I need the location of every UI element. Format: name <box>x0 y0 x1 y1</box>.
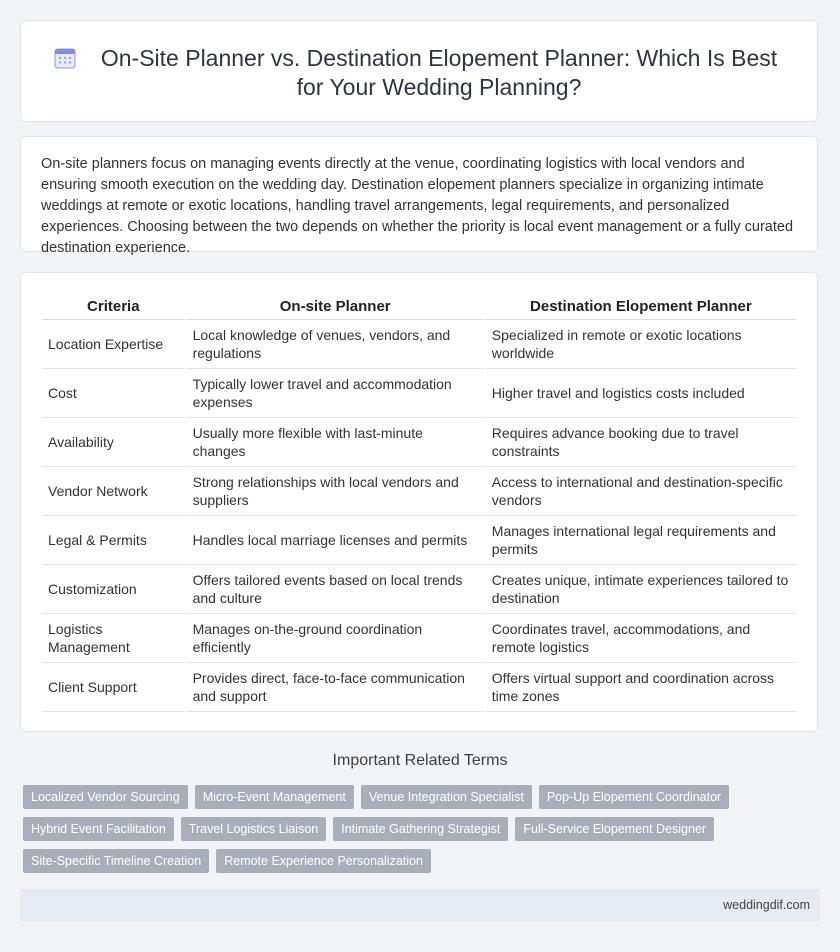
header-criteria: Criteria <box>42 297 186 320</box>
footer-site-link[interactable]: weddingdif.com <box>723 898 810 912</box>
cell-criteria: Legal & Permits <box>42 516 186 565</box>
cell-destination: Offers virtual support and coordination across time zones <box>485 663 797 712</box>
table-row <box>42 663 797 712</box>
table-row <box>42 418 797 467</box>
cell-destination: Requires advance booking due to travel constraints <box>485 418 797 467</box>
related-term-tag[interactable]: Hybrid Event Facilitation <box>23 817 174 841</box>
cell-criteria: Client Support <box>42 663 186 712</box>
cell-criteria: Vendor Network <box>42 467 186 516</box>
cell-on-site: Usually more flexible with last-minute changes <box>186 418 485 467</box>
header-destination-elopement-planner: Destination Elopement Planner <box>485 297 797 320</box>
footer-bar <box>20 889 820 921</box>
related-term-tag[interactable]: Localized Vendor Sourcing <box>23 785 188 809</box>
cell-on-site: Manages on-the-ground coordination efficiently <box>186 614 485 663</box>
intro-paragraph: On-site planners focus on managing events directly at the venue, coordinating logistics with local vendors and ensuring smooth execution on the wedding day. Destination elopement planners specialize in organizing intimate weddings at remote or exotic locations, handling travel arrangements, legal requirements, and personalized experiences. Choosing between the two depends on whether the priority is local event management or a fully curated destination experience. <box>41 156 794 256</box>
related-term-tag[interactable]: Travel Logistics Liaison <box>181 817 326 841</box>
cell-on-site: Strong relationships with local vendors and suppliers <box>186 467 485 516</box>
cell-destination: Coordinates travel, accommodations, and remote logistics <box>485 614 797 663</box>
table-row <box>42 516 797 565</box>
comparison-table <box>42 297 798 712</box>
cell-criteria: Customization <box>42 565 186 614</box>
related-term-tag[interactable]: Pop-Up Elopement Coordinator <box>539 785 729 809</box>
title-card <box>20 20 818 122</box>
cell-criteria: Location Expertise <box>42 320 186 369</box>
cell-destination: Manages international legal requirements and permits <box>485 516 797 565</box>
related-term-tag[interactable]: Site-Specific Timeline Creation <box>23 849 209 873</box>
comparison-table-card <box>20 272 818 732</box>
related-term-tag[interactable]: Micro-Event Management <box>195 785 354 809</box>
cell-on-site: Typically lower travel and accommodation expenses <box>186 369 485 418</box>
related-terms-heading: Important Related Terms <box>332 752 508 769</box>
page-title: On-Site Planner vs. Destination Elopement Planner: Which Is Best for Your Wedding Planning? <box>100 45 778 100</box>
related-term-tag[interactable]: Intimate Gathering Strategist <box>333 817 508 841</box>
cell-destination: Access to international and destination-specific vendors <box>485 467 797 516</box>
cell-destination: Creates unique, intimate experiences tailored to destination <box>485 565 797 614</box>
cell-criteria: Availability <box>42 418 186 467</box>
cell-destination: Higher travel and logistics costs included <box>485 369 797 418</box>
cell-criteria: Logistics Management <box>42 614 186 663</box>
related-term-tag[interactable]: Remote Experience Personalization <box>216 849 431 873</box>
cell-on-site: Local knowledge of venues, vendors, and regulations <box>186 320 485 369</box>
intro-card <box>20 136 818 256</box>
related-term-tag[interactable]: Venue Integration Specialist <box>361 785 532 809</box>
cell-criteria: Cost <box>42 369 186 418</box>
related-terms-list <box>23 785 783 881</box>
cell-on-site: Handles local marriage licenses and permits <box>186 516 485 565</box>
table-row <box>42 614 797 663</box>
table-header-row <box>42 297 797 320</box>
table-row <box>42 467 797 516</box>
header-on-site-planner: On-site Planner <box>186 297 485 320</box>
cell-on-site: Offers tailored events based on local trends and culture <box>186 565 485 614</box>
cell-on-site: Provides direct, face-to-face communication and support <box>186 663 485 712</box>
table-row <box>42 320 797 369</box>
table-row <box>42 565 797 614</box>
cell-destination: Specialized in remote or exotic locations worldwide <box>485 320 797 369</box>
table-row <box>42 369 797 418</box>
related-term-tag[interactable]: Full-Service Elopement Designer <box>515 817 714 841</box>
